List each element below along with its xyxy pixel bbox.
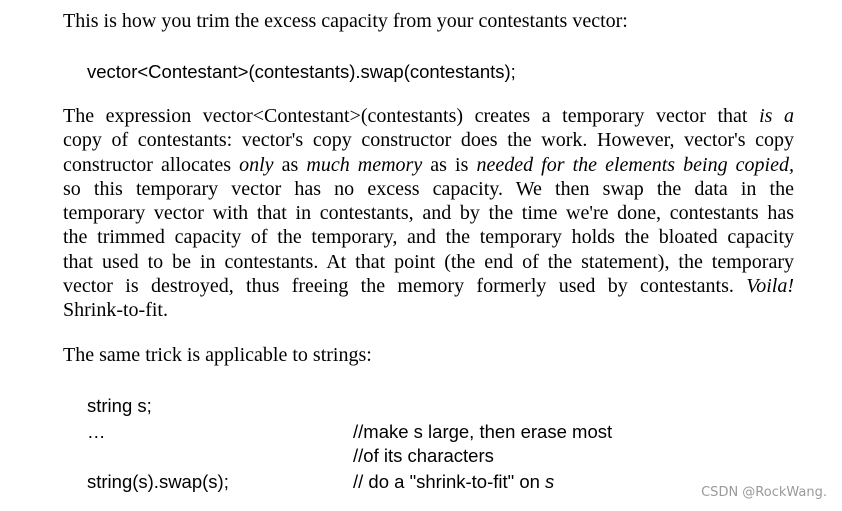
text-run: constructor allocates xyxy=(63,153,240,176)
code-string-decl: string s; xyxy=(87,395,152,416)
text-run: copy of contestants: vector's copy constructor does the work. However, vector's copy xyxy=(63,129,794,152)
text-run: as xyxy=(273,153,307,176)
code-comment-shrink-var: s xyxy=(545,471,555,492)
code-ellipsis: … xyxy=(87,421,106,442)
emphasized-text: is a xyxy=(759,105,794,127)
code-comment-shrink-text: // do a "shrink-to-fit" on xyxy=(353,471,546,492)
code-comment-shrink xyxy=(353,470,554,494)
text-run: temporary vector with that in contestants, and by the time we're done, contestants has xyxy=(63,202,794,225)
trick-intro: The same trick is applicable to strings: xyxy=(63,344,372,366)
code-comment-characters: //of its characters xyxy=(353,445,494,466)
emphasized-text: much memory xyxy=(306,153,423,176)
text-run: that used to be in contestants. At that point (the end of the statement), the temporary xyxy=(63,250,794,273)
text-run: the trimmed capacity of the temporary, and the temporary holds the bloated capacity xyxy=(63,226,794,249)
explanation-paragraph xyxy=(63,104,794,323)
paragraph-line xyxy=(63,128,794,152)
intro-sentence: This is how you trim the excess capacity from your contestants vector: xyxy=(63,10,628,32)
code-swap-vector: vector<Contestant>(contestants).swap(contestants); xyxy=(87,61,516,82)
emphasized-text: needed for the elements being copied, xyxy=(476,153,794,176)
emphasized-text: Voila! xyxy=(746,275,794,298)
code-comment-make-large: //make s large, then erase most xyxy=(353,421,613,442)
paragraph-line xyxy=(63,153,794,177)
paragraph-line xyxy=(63,225,794,249)
paragraph-line xyxy=(63,104,794,128)
text-run: as is xyxy=(422,153,477,176)
csdn-watermark: CSDN @RockWang. xyxy=(701,485,827,500)
paragraph-line xyxy=(63,177,794,201)
paragraph-line xyxy=(63,298,794,322)
paragraph-line xyxy=(63,250,794,274)
paragraph-line xyxy=(63,201,794,225)
text-run: The expression vector<Contestant>(contestants) creates a temporary vector that xyxy=(63,105,760,127)
text-run: Shrink-to-fit. xyxy=(63,299,168,322)
code-string-swap: string(s).swap(s); xyxy=(87,471,229,492)
paragraph-line xyxy=(63,274,794,298)
emphasized-text: only xyxy=(239,153,274,176)
text-run: so this temporary vector has no excess capacity. We then swap the data in the xyxy=(63,177,794,200)
text-run: vector is destroyed, thus freeing the memory formerly used by contestants. xyxy=(63,275,747,298)
